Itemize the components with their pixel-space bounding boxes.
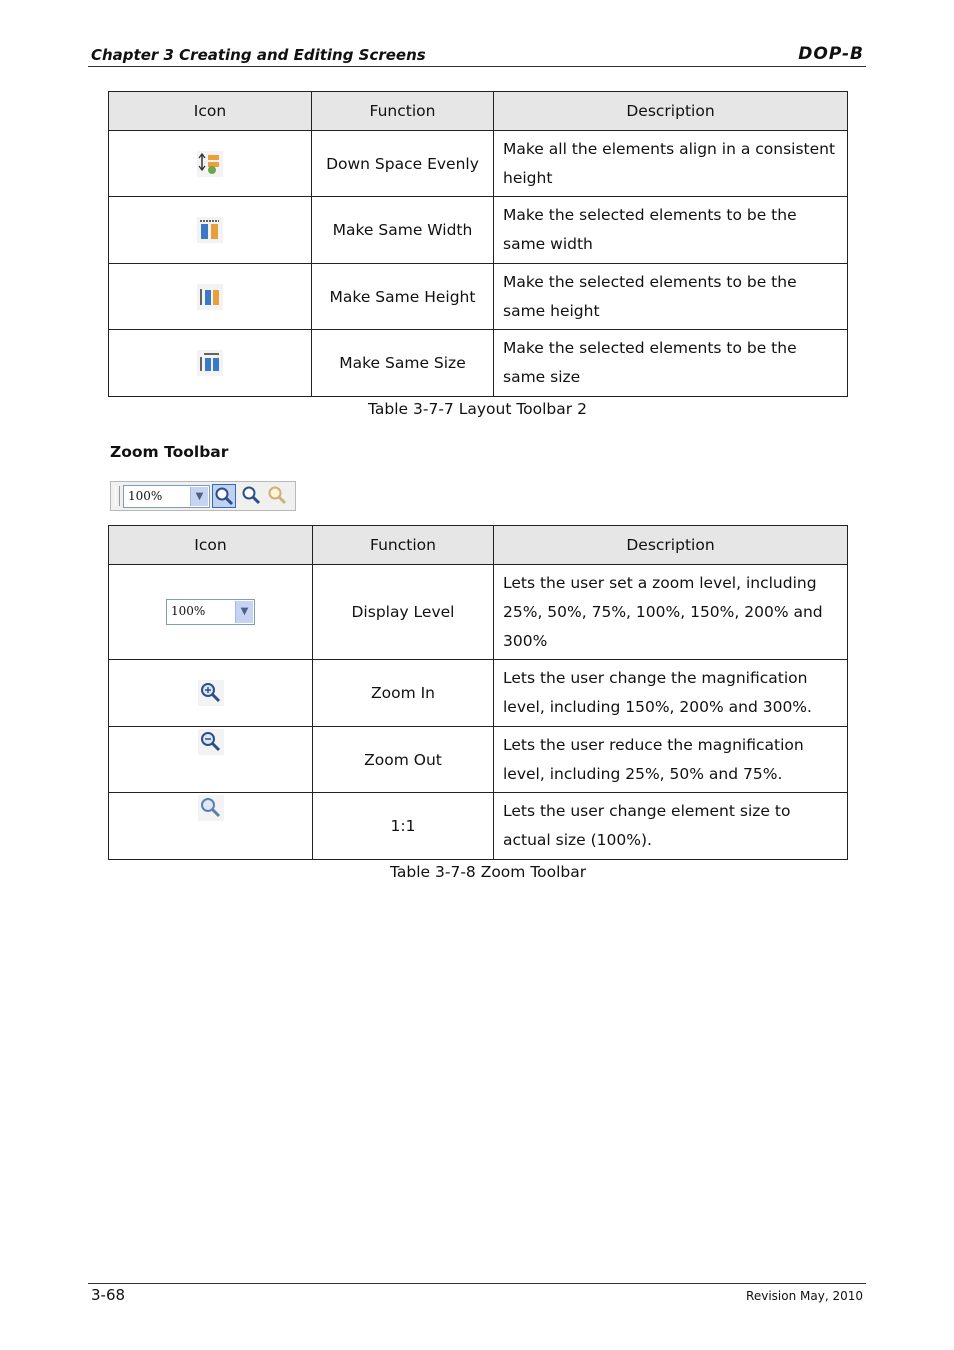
table-row [109,131,848,197]
chevron-down-icon: ▼ [190,487,208,506]
function-cell: Make Same Height [312,264,494,330]
function-cell: 1:1 [313,793,494,860]
table-row [109,330,848,397]
zoom-out-icon [198,729,224,755]
zoom-actual-toolbar-button [266,484,290,508]
zoom-level-combo: 100% ▼ [123,485,210,508]
page-header [88,44,866,67]
table-row [109,565,848,660]
layout-toolbar-table [108,91,848,397]
zoom-level-combo-sample: 100% ▼ [166,599,255,625]
col-header-icon: Icon [109,526,313,565]
table-caption: Table 3-7-8 Zoom Toolbar [390,863,587,881]
down-space-evenly-icon [197,151,223,177]
function-cell: Zoom In [313,660,494,727]
description-cell: Make the selected elements to be the same size [494,330,848,397]
function-cell: Make Same Size [312,330,494,397]
zoom-in-toolbar-button [212,484,236,508]
make-same-width-icon [197,217,223,243]
toolbar-grip [115,486,120,506]
table-row [109,197,848,264]
table-row [109,727,848,793]
description-cell: Make the selected elements to be the same height [494,264,848,330]
col-header-function: Function [313,526,494,565]
function-cell: Display Level [313,565,494,660]
description-cell: Lets the user change element size to actual size (100%). [494,793,848,860]
col-header-function: Function [312,92,494,131]
table-header-row [109,526,848,565]
page-number: 3-68 [91,1286,126,1304]
zoom-toolbar-table [108,525,848,860]
table-row [109,793,848,860]
description-cell: Lets the user change the magnification level, including 150%, 200% and 300%. [494,660,848,727]
table-header-row [109,92,848,131]
make-same-size-icon [197,350,223,376]
function-cell: Make Same Width [312,197,494,264]
zoom-out-toolbar-button [240,484,264,508]
description-cell: Lets the user reduce the magnification level, including 25%, 50% and 75%. [494,727,848,793]
page-footer [88,1283,866,1304]
product-logo: DOP-B [798,44,864,64]
chevron-down-icon: ▼ [235,601,253,623]
table-row [109,660,848,727]
function-cell: Zoom Out [313,727,494,793]
function-cell: Down Space Evenly [312,131,494,197]
section-title: Zoom Toolbar [110,443,229,461]
zoom-actual-icon [198,795,224,821]
col-header-icon: Icon [109,92,312,131]
make-same-height-icon [197,284,223,310]
zoom-toolbar-preview [110,481,296,511]
zoom-in-icon [213,485,235,507]
table-row [109,264,848,330]
zoom-out-icon [240,484,262,506]
description-cell: Make the selected elements to be the same width [494,197,848,264]
description-cell: Lets the user set a zoom level, including 25%, 50%, 75%, 100%, 150%, 200% and 300% [494,565,848,660]
zoom-actual-icon [266,484,288,506]
revision-note: Revision May, 2010 [746,1289,863,1303]
description-cell: Make all the elements align in a consistent height [494,131,848,197]
col-header-description: Description [494,526,848,565]
table-caption: Table 3-7-7 Layout Toolbar 2 [368,400,587,418]
zoom-in-icon [198,680,224,706]
col-header-description: Description [494,92,848,131]
chapter-title: Chapter 3 Creating and Editing Screens [91,46,426,64]
